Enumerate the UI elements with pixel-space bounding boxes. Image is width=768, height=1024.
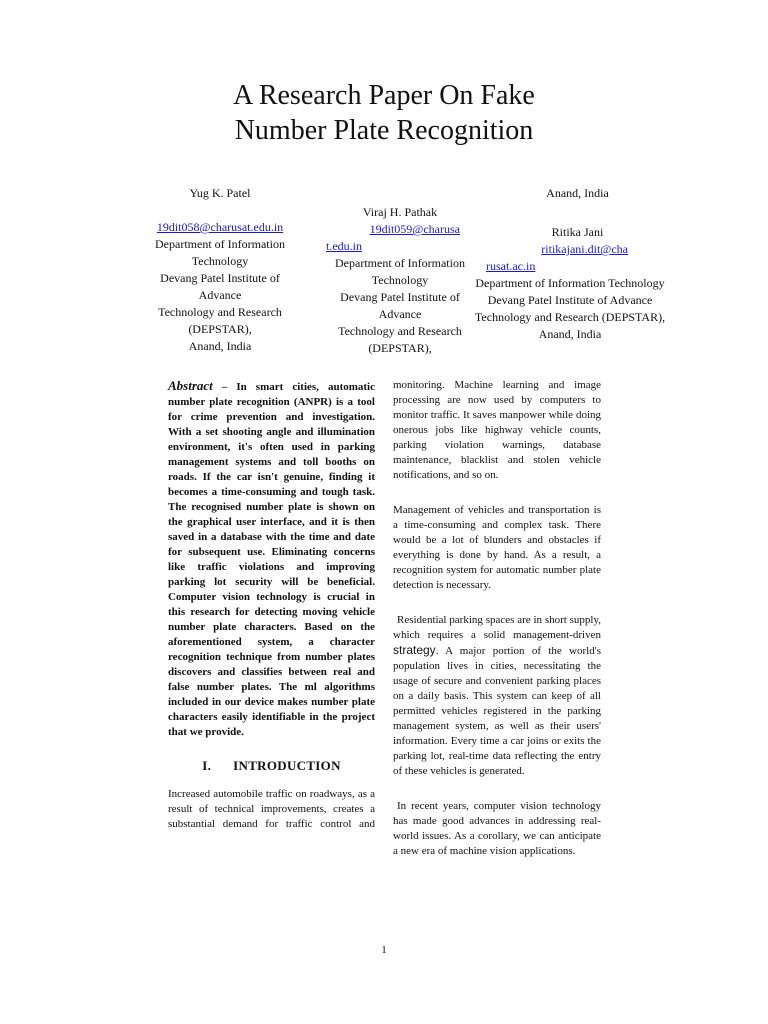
affiliation-line: Devang Patel Institute of Advance xyxy=(487,293,653,307)
page-number: 1 xyxy=(381,944,387,956)
author-block-left xyxy=(130,185,310,355)
affiliation-line: Technology and Research xyxy=(338,324,462,338)
body-paragraph: monitoring. Machine learning and image processing are now used by computers to monitor traffic. It saves manpower while doing onerous jobs like highway vehicle counts, parking violation warnings, database maintenance, blacklist and stolen vehicle notifications, and so on. xyxy=(393,379,601,481)
affiliation-line: Department of Information xyxy=(155,237,285,251)
author-block-right xyxy=(460,185,680,343)
body-paragraph: In recent years, computer vision technology has made good advances in addressing real-world issues. As a corollary, we can anticipate a new era of machine vision applications. xyxy=(393,800,601,857)
affiliation-line: Technology xyxy=(371,273,429,287)
affiliation-line: Anand, India xyxy=(538,327,602,341)
title-line-1: A Research Paper On Fake xyxy=(233,80,535,111)
abstract-dash: – xyxy=(212,381,237,393)
affiliation-line: (DEPSTAR), xyxy=(368,341,432,355)
affiliation-line: Advance xyxy=(378,307,422,321)
left-text-column xyxy=(168,378,375,844)
abstract: Abstract – In smart cities, automatic number plate recognition (ANPR) is a tool for crime prevention and investigation. With a set shooting angle and illumination environment, it's often used in parking management systems and toll booths on roads. If the car isn't genuine, finding it becomes a time-consuming and tough task. The recognised number plate is shown on the graphical user interface, and it is then saved in a database with the time and date for subsequent use. Eliminating concerns like traffic violations and improving parking lot security will be beneficial. Computer vision technology is crucial in this research for detecting moving vehicle number plate characters. Based on the aforementioned system, a character recognition technique from number plates discovers and classifies between real and false number plates. The ml algorithms included in our device makes number plate characters easily identifiable in the project that we provide. xyxy=(168,378,375,738)
author-name: Viraj H. Pathak xyxy=(362,205,438,219)
abstract-text: In smart cities, automatic number plate recognition (ANPR) is a tool for crime prevention and investigation. With a set shooting angle and illumination environment, it's often used in parking management systems and toll booths on roads. If the car isn't genuine, finding it becomes a time-consuming and tough task. The recognised number plate is shown on the graphical user interface, and it is then saved in a database with the time and date for subsequent use. Eliminating concerns like traffic violations and improving parking lot security will be beneficial. Computer vision technology is crucial in this research for detecting moving vehicle number plate characters. Based on the aforementioned system, a character recognition technique from number plates discovers and classifies between real and false number plates. The ml algorithms included in our device makes number plate characters easily identifiable in the project that we provide xyxy=(168,381,375,738)
affiliation-line: Technology xyxy=(191,254,249,268)
affiliation-line: Devang Patel Institute of xyxy=(340,290,460,304)
author-name: Yug K. Patel xyxy=(189,186,251,200)
author-email-link[interactable]: 19dit059@charusa xyxy=(369,222,460,236)
body-paragraph: Management of vehicles and transportation is a time-consuming and complex task. There would be a lot of blunders and obstacles if everything is done by hand. As a result, a recognition system for automatic number plate detection is necessary. xyxy=(393,504,601,591)
author-email-link-continued[interactable]: t.edu.in xyxy=(326,239,362,253)
section-number: I. xyxy=(202,758,212,773)
author-email-link[interactable]: 19dit058@charusat.edu.in xyxy=(156,220,284,234)
affiliation-line: Anand, India xyxy=(188,339,252,353)
affiliation-line: (DEPSTAR), xyxy=(188,322,252,336)
author-email-link[interactable]: ritikajani.dit@cha xyxy=(541,242,628,256)
title-line-2: Number Plate Recognition xyxy=(234,115,534,146)
affiliation-line: Department of Information Technology xyxy=(475,276,665,290)
author-name: Ritika Jani xyxy=(551,225,604,239)
body-paragraph: Residential parking spaces are in short supply, which requires a solid management-driven strategy. A major portion of the world's population lives in cities, necessitating the usage of secure and convenient parking places on a daily basis. This system can keep of all permitted vehicles registered in the parking management system, as well as their users' information. Every time a car joins or exits the parking lot, real-time data reflecting the entry of these vehicles is generated. xyxy=(393,614,601,777)
affiliation-line: Technology and Research (DEPSTAR), xyxy=(474,310,666,324)
section-heading-introduction xyxy=(168,758,375,773)
affiliation-line: Department of Information xyxy=(335,256,465,270)
introduction-paragraph: Increased automobile traffic on roadways, as a result of technical improvements, creates a substantial demand for traffic control and xyxy=(168,788,375,830)
affiliation-line: Devang Patel Institute of xyxy=(160,271,280,285)
author-email-link-continued[interactable]: rusat.ac.in xyxy=(486,259,536,273)
abstract-heading: Abstract xyxy=(168,378,213,393)
section-title: INTRODUCTION xyxy=(233,758,341,773)
paper-title xyxy=(0,78,768,148)
affiliation-line: Advance xyxy=(198,288,242,302)
right-text-column xyxy=(393,378,601,871)
affiliation-line: Technology and Research xyxy=(158,305,282,319)
affiliation-line: Anand, India xyxy=(546,186,609,200)
